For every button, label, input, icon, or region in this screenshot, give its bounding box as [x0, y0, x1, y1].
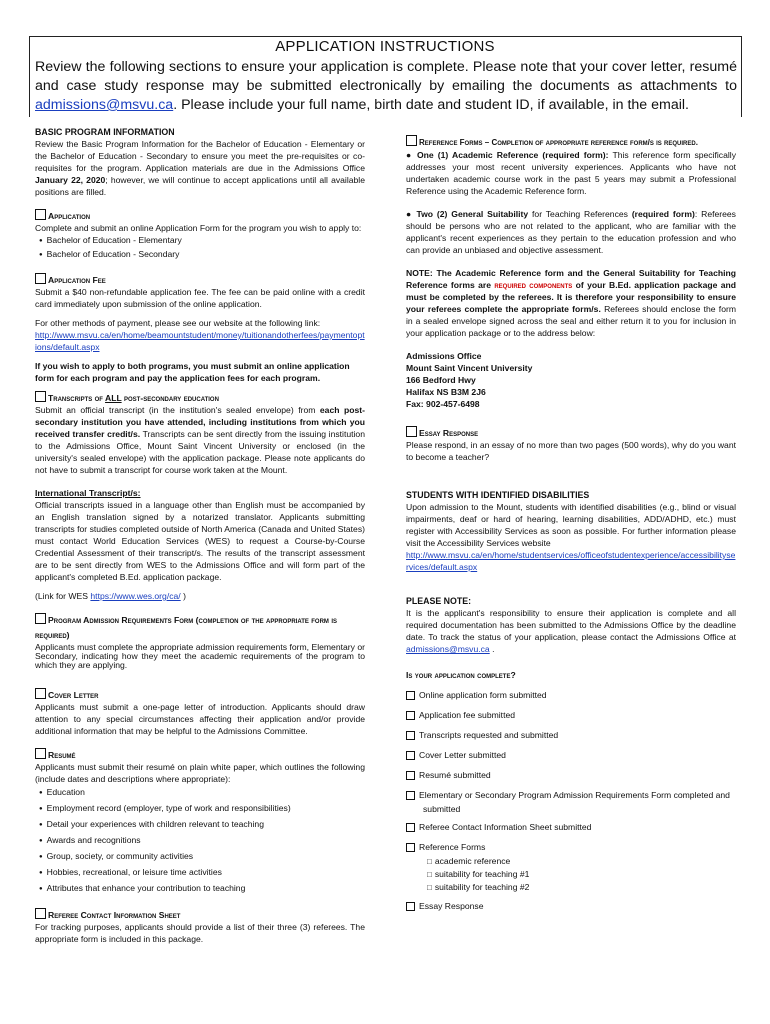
transcripts-bold: each post-secondary institution you have attended, including institutions from which you received transfer credit/s.	[35, 405, 365, 439]
checklist-item	[406, 749, 736, 763]
essay-heading-label: Essay Response	[419, 428, 479, 438]
list-item: ● Group, society, or community activities	[47, 849, 365, 865]
checkbox-icon[interactable]	[406, 135, 417, 146]
application-heading	[35, 209, 365, 222]
checkbox-icon[interactable]	[406, 691, 415, 700]
checkbox-icon[interactable]	[406, 751, 415, 760]
intro-paragraph	[35, 58, 737, 115]
checkbox-icon[interactable]	[406, 771, 415, 780]
intro-text-end: . Please include your full name, birth date and student ID, if available, in the email.	[173, 97, 689, 113]
resume-list	[35, 785, 365, 897]
address-line: Fax: 902-457-6498	[406, 399, 480, 409]
checkbox-icon[interactable]	[35, 273, 46, 284]
checkbox-icon[interactable]	[35, 748, 46, 759]
please-note-text: It is the applicant's responsibility to ensure their application is complete and all required documentation has been submitted to the Admissions Office by the deadline date. To track the status of your application, please contact the Admissions Office at	[406, 608, 736, 642]
reference-one-bold: One (1) Academic Reference (required form):	[416, 150, 609, 160]
note-bold2: of your B.Ed. application package and must be completed by the referees. It is therefore your responsibility to ensure your referees complete the appropriate form/s.	[406, 280, 736, 314]
checkbox-icon[interactable]	[406, 731, 415, 740]
list-item: ● Employment record (employer, type of work and responsibilities)	[47, 801, 365, 817]
transcripts-body	[35, 404, 365, 476]
right-column	[406, 135, 736, 920]
address-line: 166 Bedford Hwy	[406, 375, 476, 385]
checkbox-icon[interactable]	[35, 688, 46, 699]
payment-options-link[interactable]: http://www.msvu.ca/en/home/beamountstudent/money/tuitionandotherfees/paymentoptions/default.aspx	[35, 330, 365, 352]
basic-body	[35, 138, 365, 198]
basic-heading: BASIC PROGRAM INFORMATION	[35, 127, 175, 137]
transcripts-heading	[35, 391, 365, 404]
checklist-label: Transcripts requested and submitted	[419, 730, 559, 740]
fee-body: Submit a $40 non-refundable application fee. The fee can be paid online with a credit card immediately upon submission of the online application.	[35, 287, 365, 309]
reference-one: ● One (1) Academic Reference (required form): This reference form specifically addresses your most recent university experiences. Applicants who have not undertaken academic course work in the past 5 years may submit a Professional Reference using the Academic Reference form.	[406, 150, 736, 196]
intro-text: Review the following sections to ensure your application is complete. Please note that your cover letter, resumé and case study response may be submitted electronically by emailing the documents as attachments to	[35, 59, 737, 94]
checklist-label: Cover Letter submitted	[419, 750, 506, 760]
wes-link[interactable]: https://www.wes.org/ca/	[90, 591, 181, 601]
address-line: Admissions Office	[406, 351, 482, 361]
checklist-label: Elementary or Secondary Program Admission Requirements Form completed and submitted	[419, 790, 730, 814]
checklist-label: Application fee submitted	[419, 710, 516, 720]
checklist-label: Essay Response	[419, 901, 484, 911]
list-item: ● Bachelor of Education - Elementary	[47, 234, 365, 248]
checklist-item	[406, 709, 736, 723]
application-body: Complete and submit an online Application Form for the program you wish to apply to:	[35, 223, 362, 233]
reference-two-mid: for Teaching References	[528, 209, 632, 219]
checkbox-icon[interactable]	[35, 908, 46, 919]
checklist-item	[406, 769, 736, 783]
fee-other: For other methods of payment, please see our website at the following link:	[35, 318, 321, 328]
checkbox-icon[interactable]	[35, 209, 46, 220]
resume-heading	[35, 748, 365, 761]
checklist-label: Referee Contact Information Sheet submitted	[419, 822, 592, 832]
checklist-item	[406, 729, 736, 743]
checkbox-icon[interactable]	[406, 823, 415, 832]
reference-note	[406, 267, 736, 339]
checklist-item	[406, 821, 736, 835]
referee-heading-label: Referee Contact Information Sheet	[48, 910, 181, 920]
checklist-label: Online application form submitted	[419, 690, 547, 700]
par-body: Applicants must complete the appropriate admission requirements form, Elementary or Secondary, indicating how they meet the academic requirements of the program to which they are applying.	[35, 642, 365, 670]
list-item: ● Detail your experiences with children relevant to teaching	[47, 817, 365, 833]
list-item: ● Bachelor of Education - Secondary	[47, 248, 365, 262]
left-column	[35, 126, 365, 945]
admissions-email-link[interactable]: admissions@msvu.ca	[35, 97, 174, 113]
transcripts-text: Submit an official transcript (in the institution's sealed envelope) from	[35, 405, 320, 415]
checkbox-icon[interactable]	[406, 843, 415, 852]
reference-two: ● Two (2) General Suitability for Teaching References (required form): Referees should be persons who are not related to the applicant, who are familiar with the applicant's recent experiences as they pertain to the education profession and who can provide an unbiased and objective assessment.	[406, 209, 736, 255]
sub-item[interactable]: □ suitability for teaching #2	[427, 881, 736, 894]
transcripts-heading-label: Transcripts of	[48, 393, 106, 403]
resume-heading-label: Resumé	[48, 750, 76, 760]
fee-heading-label: Application Fee	[48, 275, 106, 285]
note-text: Referees should enclose the form in a sealed envelope signed across the seal and either return it to you for inclusion in your application package or to the address below:	[406, 304, 736, 338]
address-line: Halifax NS B3M 2J6	[406, 387, 486, 397]
reference-one-text: This reference form specifically addresses your most recent university experiences. Applicants who have not undertaken academic course work in the past 5 years may submit a Professional Reference using the Academic Reference form.	[406, 150, 736, 196]
intl-body: Official transcripts issued in a language other than English must be accompanied by an English translation signed by a notarized translator. Applicants submitting transcripts for studies completed outside of North America (Canada and United States) must contact World Education Services (WES) to request a Course-by-Course Credential Assessment of their transcript/s. The results of the transcript assessment are to be sent directly from WES to the Admissions Office and will form part of the applicant's completed B.Ed. application package.	[35, 500, 365, 582]
disab-heading: STUDENTS WITH IDENTIFIED DISABILITIES	[406, 490, 590, 500]
resume-body: Applicants must submit their resumé on plain white paper, which outlines the following (include dates and descriptions where appropriate):	[35, 762, 365, 784]
disab-body: Upon admission to the Mount, students with identified disabilities (e.g., blind or visual impairments, deaf or hard of hearing, learning disabilities, ADD/ADHD, etc.) must register with Accessibility Services as soon as possible. For further information please visit the Accessibility Services website	[406, 502, 736, 548]
list-item: ● Hobbies, recreational, or leisure time activities	[47, 865, 365, 881]
list-item: ● Attributes that enhance your contribution to teaching	[47, 881, 365, 897]
cover-heading	[35, 688, 365, 701]
mailing-address	[406, 350, 736, 410]
checklist-label: Resumé submitted	[419, 770, 491, 780]
page-title: APPLICATION INSTRUCTIONS	[275, 38, 495, 55]
reference-sublist	[423, 855, 736, 894]
sub-item[interactable]: □ academic reference	[427, 855, 736, 868]
essay-heading	[406, 426, 736, 439]
please-note-body	[406, 607, 736, 655]
reference-heading	[406, 135, 736, 149]
checkbox-icon[interactable]	[406, 791, 415, 800]
note-bold1: NOTE: The Academic Reference form and the General Suitability for Teaching Reference forms are	[406, 268, 736, 290]
basic-body-text: Review the Basic Program Information for the Bachelor of Education - Elementary or the Bachelor of Education - Secondary to ensure you meet the pre-requisites or co-requisites for the program. Application materials are due in the Admissions Office	[35, 139, 365, 173]
par-heading-label: Program Admission Requirements Form (completion of the appropriate form is required)	[35, 615, 337, 640]
checkbox-icon[interactable]	[406, 711, 415, 720]
application-heading-label: Application	[48, 211, 91, 221]
reference-two-bold: Two (2) General Suitability	[416, 209, 529, 219]
checklist-item	[406, 841, 736, 894]
completion-checklist	[406, 689, 736, 914]
referee-heading	[35, 908, 365, 921]
wes-post: )	[180, 591, 186, 601]
par-heading	[35, 613, 365, 643]
checkbox-icon[interactable]	[35, 613, 46, 624]
complete-heading: Is your application complete?	[406, 670, 516, 680]
reference-heading-label: Reference Forms – Completion of appropriate reference form/s is required.	[419, 138, 698, 147]
checklist-label: Reference Forms	[419, 842, 486, 852]
note-required: required components	[494, 280, 573, 290]
address-line: Mount Saint Vincent University	[406, 363, 533, 373]
sub-item[interactable]: □ suitability for teaching #1	[427, 868, 736, 881]
both-programs-note: If you wish to apply to both programs, you must submit an online application form for each program and pay the application fees for each program.	[35, 361, 350, 383]
transcripts-heading-all: ALL	[105, 393, 122, 403]
essay-body: Please respond, in an essay of no more than two pages (500 words), why do you want to become a teacher?	[406, 440, 736, 462]
application-list	[35, 234, 365, 262]
checkbox-icon[interactable]	[406, 902, 415, 911]
reference-two-text: : Referees should be persons who are not related to the applicant, who are familiar with the applicant's recent experiences as they pertain to the education profession and who can provide an unbiased and objective assessment.	[406, 209, 736, 255]
list-item: ● Awards and recognitions	[47, 833, 365, 849]
deadline: January 22, 2020	[35, 175, 106, 185]
intl-heading: International Transcript/s:	[35, 488, 141, 498]
checklist-item	[406, 789, 736, 815]
basic-body-text2: ; however, we will continue to accept applications until all available positions are filled.	[35, 175, 365, 197]
list-item: ● Education	[47, 785, 365, 801]
admissions-email-link-2[interactable]: admissions@msvu.ca	[406, 644, 490, 654]
cover-heading-label: Cover Letter	[48, 690, 99, 700]
checklist-item	[406, 689, 736, 703]
transcripts-heading-post: post-secondary education	[121, 393, 219, 403]
cover-body: Applicants must submit a one-page letter of introduction. Applicants should draw attention to any special circumstances affecting their application and/or provide additional information that may be helpful to the Admissions Committee.	[35, 702, 365, 736]
reference-two-req: (required form)	[631, 209, 695, 219]
fee-heading	[35, 273, 365, 286]
wes-line	[35, 590, 365, 602]
referee-body: For tracking purposes, applicants should provide a list of their three (3) referees. The appropriate form is included in this package.	[35, 922, 365, 944]
checkbox-icon[interactable]	[35, 391, 46, 402]
checkbox-icon[interactable]	[406, 426, 417, 437]
checklist-item	[406, 900, 736, 914]
please-note-end: .	[489, 644, 495, 654]
transcripts-text2: Transcripts can be sent directly from the issuing institution to the Admissions Office, Mount Saint Vincent University or enclosed (in the university's sealed envelope) with the application package. Please note applicants do not have to submit a transcript for course work taken at the Mount.	[35, 429, 365, 475]
wes-pre: (Link for WES	[35, 591, 91, 601]
accessibility-link[interactable]: http://www.msvu.ca/en/home/studentservices/officeofstudentexperience/accessibilityservices/default.aspx	[406, 550, 736, 572]
please-note-heading: PLEASE NOTE:	[406, 596, 472, 606]
